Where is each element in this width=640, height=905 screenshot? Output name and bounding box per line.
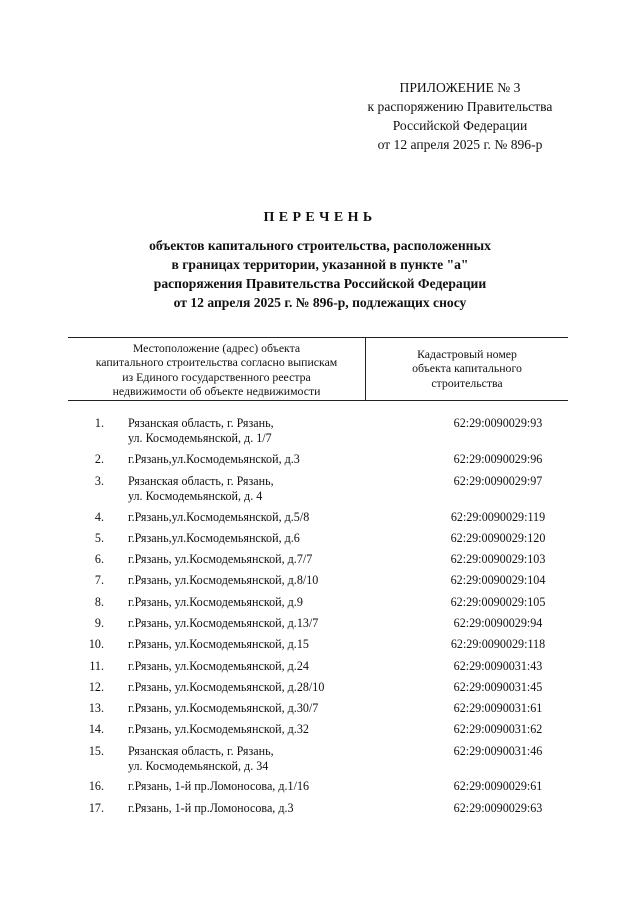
row-cadastral-number: 62:29:0090031:62 <box>453 722 543 736</box>
row-address <box>128 779 368 794</box>
header-address-line: из Единого государственного реестра <box>122 369 311 384</box>
row-address-line: г.Рязань, ул.Космодемьянской, д.9 <box>128 595 303 609</box>
row-cadastral-number: 62:29:0090029:104 <box>450 573 546 587</box>
appendix-block <box>330 78 590 154</box>
row-number: 1. <box>94 416 104 430</box>
row-number: 13. <box>88 701 104 715</box>
row-number: 16. <box>88 779 104 793</box>
row-address-line: ул. Космодемьянской, д. 34 <box>128 759 269 773</box>
row-cadastral-number: 62:29:0090029:94 <box>453 616 543 630</box>
row-address-line: г.Рязань, ул.Космодемьянской, д.7/7 <box>128 552 313 566</box>
row-cadastral-number: 62:29:0090029:119 <box>450 510 546 524</box>
row-address-line: г.Рязань, ул.Космодемьянской, д.15 <box>128 637 309 651</box>
row-number: 4. <box>94 510 104 524</box>
row-address-line: г.Рязань, ул.Космодемьянской, д.24 <box>128 659 309 673</box>
row-number: 8. <box>94 595 104 609</box>
row-number: 15. <box>88 744 104 758</box>
row-address <box>128 573 368 588</box>
row-address-line: ул. Космодемьянской, д. 4 <box>128 489 263 503</box>
appendix-line: к распоряжению Правительства <box>367 99 553 114</box>
row-address <box>128 510 368 525</box>
row-address-line: Рязанская область, г. Рязань, <box>128 416 274 430</box>
row-address-line: г.Рязань, ул.Космодемьянской, д.8/10 <box>128 573 319 587</box>
row-address <box>128 416 368 446</box>
row-number: 3. <box>94 474 104 488</box>
document-title: ПЕРЕЧЕНЬ <box>263 210 377 225</box>
header-address-line: недвижимости об объекте недвижимости <box>112 384 321 399</box>
header-address-line: капитального строительства согласно выпискам <box>95 355 338 370</box>
row-address <box>128 595 368 610</box>
header-cadastral <box>366 347 568 390</box>
row-number: 6. <box>94 552 104 566</box>
row-address <box>128 680 368 695</box>
appendix-title: ПРИЛОЖЕНИЕ № 3 <box>399 80 521 95</box>
row-cadastral-number: 62:29:0090029:97 <box>453 474 543 488</box>
row-address <box>128 801 368 816</box>
row-number: 10. <box>88 637 104 651</box>
row-cadastral-number: 62:29:0090029:93 <box>453 416 543 430</box>
row-address-line: ул. Космодемьянской, д. 1/7 <box>128 431 272 445</box>
row-cadastral-number: 62:29:0090029:103 <box>450 552 546 566</box>
row-address-line: Рязанская область, г. Рязань, <box>128 474 274 488</box>
row-number: 5. <box>94 531 104 545</box>
table-header <box>68 337 568 401</box>
row-number: 14. <box>88 722 104 736</box>
row-address-line: г.Рязань,ул.Космодемьянской, д.6 <box>128 531 300 545</box>
row-number: 12. <box>88 680 104 694</box>
header-cadastral-line: Кадастровый номер <box>417 347 517 361</box>
header-address-line: Местоположение (адрес) объекта <box>132 341 301 355</box>
row-address-line: г.Рязань, ул.Космодемьянской, д.28/10 <box>128 680 325 694</box>
row-address <box>128 701 368 716</box>
header-cadastral-line: строительства <box>431 375 503 390</box>
appendix-line: Российской Федерации <box>392 118 528 133</box>
row-address <box>128 452 368 467</box>
document-subtitle <box>0 236 640 312</box>
subtitle-line: распоряжения Правительства Российской Федерации <box>153 276 487 291</box>
row-address-line: г.Рязань, ул.Космодемьянской, д.13/7 <box>128 616 319 630</box>
row-address <box>128 474 368 504</box>
row-address-line: г.Рязань,ул.Космодемьянской, д.5/8 <box>128 510 310 524</box>
row-address <box>128 722 368 737</box>
row-cadastral-number: 62:29:0090029:96 <box>453 452 543 466</box>
header-address <box>68 341 365 399</box>
row-address-line: г.Рязань, ул.Космодемьянской, д.30/7 <box>128 701 319 715</box>
appendix-line: от 12 апреля 2025 г. № 896-р <box>377 137 543 152</box>
row-number: 11. <box>89 659 104 673</box>
row-cadastral-number: 62:29:0090031:61 <box>453 701 543 715</box>
row-number: 9. <box>94 616 104 630</box>
row-address <box>128 552 368 567</box>
row-address-line: г.Рязань, 1-й пр.Ломоносова, д.3 <box>128 801 294 815</box>
row-address-line: Рязанская область, г. Рязань, <box>128 744 274 758</box>
row-number: 2. <box>94 452 104 466</box>
subtitle-line: объектов капитального строительства, расположенных <box>149 238 491 253</box>
row-address <box>128 744 368 774</box>
row-cadastral-number: 62:29:0090029:120 <box>450 531 546 545</box>
row-address-line: г.Рязань, 1-й пр.Ломоносова, д.1/16 <box>128 779 310 793</box>
row-number: 17. <box>88 801 104 815</box>
row-number: 7. <box>94 573 104 587</box>
row-cadastral-number: 62:29:0090029:118 <box>450 637 546 651</box>
row-address <box>128 616 368 631</box>
row-cadastral-number: 62:29:0090029:105 <box>450 595 546 609</box>
row-cadastral-number: 62:29:0090029:61 <box>453 779 543 793</box>
subtitle-line: от 12 апреля 2025 г. № 896-р, подлежащих сносу <box>173 295 467 310</box>
row-address-line: г.Рязань, ул.Космодемьянской, д.32 <box>128 722 309 736</box>
row-cadastral-number: 62:29:0090031:46 <box>453 744 543 758</box>
row-address <box>128 659 368 674</box>
row-address-line: г.Рязань,ул.Космодемьянской, д.3 <box>128 452 300 466</box>
row-address <box>128 637 368 652</box>
subtitle-line: в границах территории, указанной в пункте "а" <box>171 257 469 272</box>
header-cadastral-line: объекта капитального <box>412 361 522 376</box>
row-address <box>128 531 368 546</box>
row-cadastral-number: 62:29:0090031:43 <box>453 659 543 673</box>
row-cadastral-number: 62:29:0090031:45 <box>453 680 543 694</box>
row-cadastral-number: 62:29:0090029:63 <box>453 801 543 815</box>
